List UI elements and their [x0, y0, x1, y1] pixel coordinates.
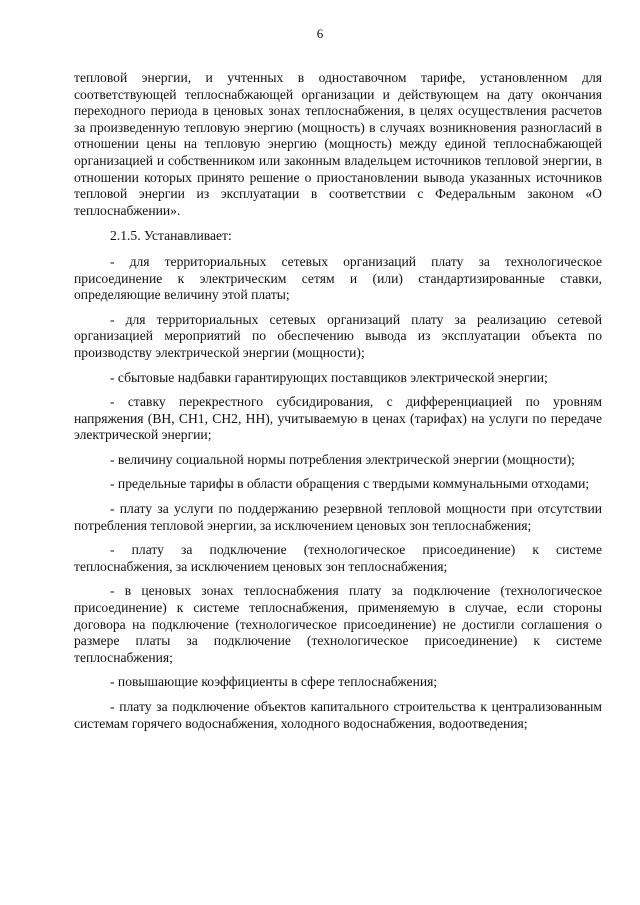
list-item: - в ценовых зонах теплоснабжения плату за подключение (технологическое присоединение) к системе теплоснабжения, применяемую в случае, если стороны договора на подключение (технологическое присоединение) не достигли соглашения о размере платы за подключение (технологическое присоединение) к системе теплоснабжения;	[74, 583, 602, 665]
list-item: - величину социальной нормы потребления электрической энергии (мощности);	[110, 451, 575, 467]
list-item: - ставку перекрестного субсидирования, с дифференциацией по уровням напряжения (ВН, СН1, СН2, НН), учитываемую в ценах (тарифах) на услуги по передаче электрической энергии;	[74, 394, 602, 443]
list-item: - плату за услуги по поддержанию резервной тепловой мощности при отсутствии потребления тепловой энергии, за исключением ценовых зон теплоснабжения;	[74, 501, 602, 533]
list-item: - повышающие коэффициенты в сфере теплоснабжения;	[110, 674, 438, 690]
section-heading: 2.1.5. Устанавливает:	[110, 228, 232, 244]
list-item: - сбытовые надбавки гарантирующих поставщиков электрической энергии;	[110, 369, 548, 385]
list-item: - для территориальных сетевых организаций плату за реализацию сетевой организацией мероприятий по обеспечению вывода из эксплуатации объекта по производству электрической энергии (мощности);	[74, 311, 602, 360]
list-item: - предельные тарифы в области обращения с твердыми коммунальными отходами;	[110, 476, 590, 492]
document-body	[74, 70, 602, 740]
page-number: 6	[316, 26, 324, 41]
intro-paragraph: тепловой энергии, и учтенных в одноставочном тарифе, установленном для соответствующей теплоснабжающей организации и действующем на дату окончания переходного периода в ценовых зонах теплоснабжения, в целях осуществления расчетов за произведенную тепловую энергию (мощность) в случаях возникновения разногласий в отношении цены на тепловую энергию (мощность) между единой теплоснабжающей организацией и собственником или законным владельцем источников тепловой энергии, в отношении которых принято решение о приостановлении вывода указанных источников тепловой энергии из эксплуатации в соответствии с Федеральным законом «О теплоснабжении».	[74, 70, 602, 218]
list-item: - плату за подключение (технологическое присоединение) к системе теплоснабжения, за исключением ценовых зон теплоснабжения;	[74, 542, 602, 574]
list-item: - плату за подключение объектов капитального строительства к централизованным системам горячего водоснабжения, холодного водоснабжения, водоотведения;	[74, 699, 602, 731]
list-item: - для территориальных сетевых организаций плату за технологическое присоединение к электрическим сетям и (или) стандартизированные ставки, определяющие величину этой платы;	[74, 253, 602, 303]
